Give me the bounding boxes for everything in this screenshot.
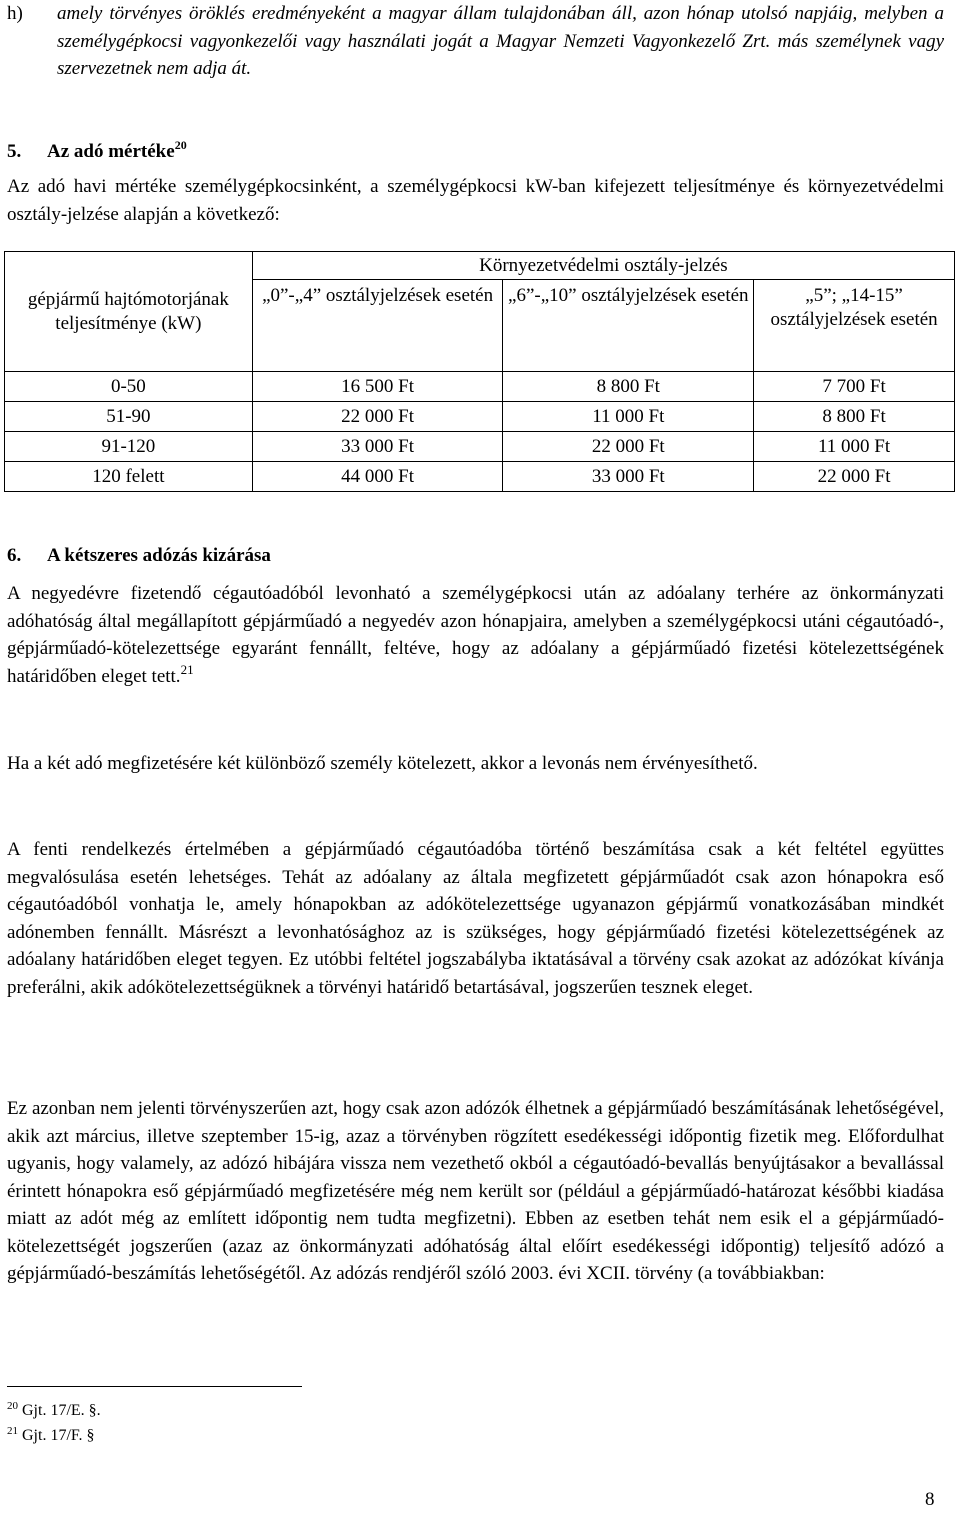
section-6-paragraph-1	[7, 580, 944, 690]
section-5-intro: Az adó havi mértéke személygépkocsinként, a személygépkocsi kW-ban kifejezett teljesítménye és környezetvédelmi osztály-jelzése alapján a következő:	[7, 176, 944, 225]
table-cell: 0-50	[5, 372, 253, 402]
list-item-h	[7, 0, 944, 83]
footnote-ref-21: 21	[180, 661, 194, 677]
tax-rate-table	[4, 251, 955, 492]
footnote-number: 21	[7, 1425, 18, 1437]
table-cell: 22 000 Ft	[754, 462, 955, 492]
list-item-text: amely törvényes öröklés eredményeként a magyar állam tulajdonában áll, azon hónap utolsó napjáig, melyben a személygépkocsi vagyonkezelői vagy használati jogát a Magyar Nemzeti Vagyonkezelő Zrt. más személynek vagy szervezetnek nem adja át.	[57, 3, 944, 79]
table-cell: 11 000 Ft	[754, 432, 955, 462]
table-cell: 7 700 Ft	[754, 372, 955, 402]
paragraph-text: A negyedévre fizetendő cégautóadóból levonható a személygépkocsi után az adóalany terhére az önkormányzati adóhatóság által megállapított gépjárműadó a negyedév azon hónapjaira, amelyben a személygépkocsi utáni cégautóadó-, gépjárműadó-kötelezettsége egyaránt fennállt, feltéve, hogy az adóalany a gépjárműadó fizetési kötelezettségének határidőben eleget tett.	[7, 583, 944, 687]
section-title: Az adó mértéke	[47, 141, 175, 162]
table-cell: 8 800 Ft	[754, 402, 955, 432]
table-cell: 8 800 Ft	[503, 372, 754, 402]
section-6-paragraph-2: Ha a két adó megfizetésére két különböző személy kötelezett, akkor a levonás nem érvényesíthető.	[7, 753, 758, 774]
row-header-cell	[5, 252, 253, 372]
footnote-separator	[7, 1386, 302, 1387]
section-number: 5.	[7, 141, 22, 162]
section-5-heading	[7, 138, 187, 166]
footnote-text: Gjt. 17/E. §.	[22, 1402, 101, 1419]
table-cell: 11 000 Ft	[503, 402, 754, 432]
table-row	[5, 402, 955, 432]
table-cell: 33 000 Ft	[503, 462, 754, 492]
table-cell: 44 000 Ft	[252, 462, 503, 492]
table-row	[5, 432, 955, 462]
section-6-paragraph-3: A fenti rendelkezés értelmében a gépjárműadó cégautóadóba történő beszámítása csak a két feltétel együttes megvalósulása esetén lehetséges. Tehát az adóalany az általa megfizetett gépjárműadót csak azon hónapokra eső cégautóadóból vonhatja le, amely hónapokban az adókötelezettsége ugyanazon gépjármű vonatkozásában mindkét adónemben fennállt. Másrészt a levonhatósághoz az is szükséges, hogy gépjárműadó fizetési kötelezettségének az adóalany határidőben eleget tegyen. Ez utóbbi feltétel jogszabályba iktatásával a törvény csak azokat az adózókat kívánja preferálni, akik adókötelezettségüknek a törvényi határidő betartásával, jogszerűen tesznek eleget.	[7, 839, 944, 998]
section-6-heading	[7, 542, 271, 570]
table-cell: 91-120	[5, 432, 253, 462]
table-cell: 51-90	[5, 402, 253, 432]
table-cell: 16 500 Ft	[252, 372, 503, 402]
table-cell: 22 000 Ft	[503, 432, 754, 462]
section-title: A kétszeres adózás kizárása	[47, 545, 271, 566]
section-6-paragraph-4: Ez azonban nem jelenti törvényszerűen azt, hogy csak azon adózók élhetnek a gépjárműadó beszámításának lehetőségével, akik azt március, illetve szeptember 15-ig, azaz a törvényben rögzített esedékességi időpontig fizetik meg. Előfordulhat ugyanis, hogy valamely, az adózó hibájára vissza nem vezethető okból a cégautóadó-bevallás benyújtásakor a bevallással érintett hónapokra eső gépjárműadó megfizetésére még nem került sor (például a gépjárműadó-határozat későbbi kiadása miatt az adót még az említett időpontig nem tudta megfizetni). Ebben az esetben tehát nem esik el a gépjárműadó-kötelezettségét jogszerűen (azaz az önkormányzati adóhatóság által előírt esedékességi időpontig) teljesítő adózó a gépjárműadó-beszámítás lehetőségétől. Az adózás rendjéről szóló 2003. évi XCII. törvény (a továbbiakban:	[7, 1098, 944, 1284]
column-header: „6”-„10” osztályjelzések esetén	[503, 280, 754, 372]
group-header-cell	[252, 252, 954, 280]
footnote-ref-20: 20	[174, 138, 187, 152]
footnote-text: Gjt. 17/F. §	[22, 1427, 95, 1444]
footnote-20	[7, 1401, 101, 1421]
footnote-number: 20	[7, 1400, 18, 1412]
table-cell: 33 000 Ft	[252, 432, 503, 462]
table-row	[5, 372, 955, 402]
page-number: 8	[925, 1489, 935, 1510]
table-row	[5, 462, 955, 492]
section-number: 6.	[7, 545, 22, 566]
group-header: Környezetvédelmi osztály-jelzés	[479, 254, 728, 276]
table-cell: 22 000 Ft	[252, 402, 503, 432]
column-header: „0”-„4” osztályjelzések esetén	[252, 280, 503, 372]
list-item-label: h)	[7, 3, 23, 24]
row-header: gépjármű hajtómotorjának teljesítménye (kW)	[27, 288, 229, 334]
footnote-21	[7, 1426, 95, 1446]
table-cell: 120 felett	[5, 462, 253, 492]
column-header: „5”; „14-15” osztályjelzések esetén	[754, 280, 955, 372]
